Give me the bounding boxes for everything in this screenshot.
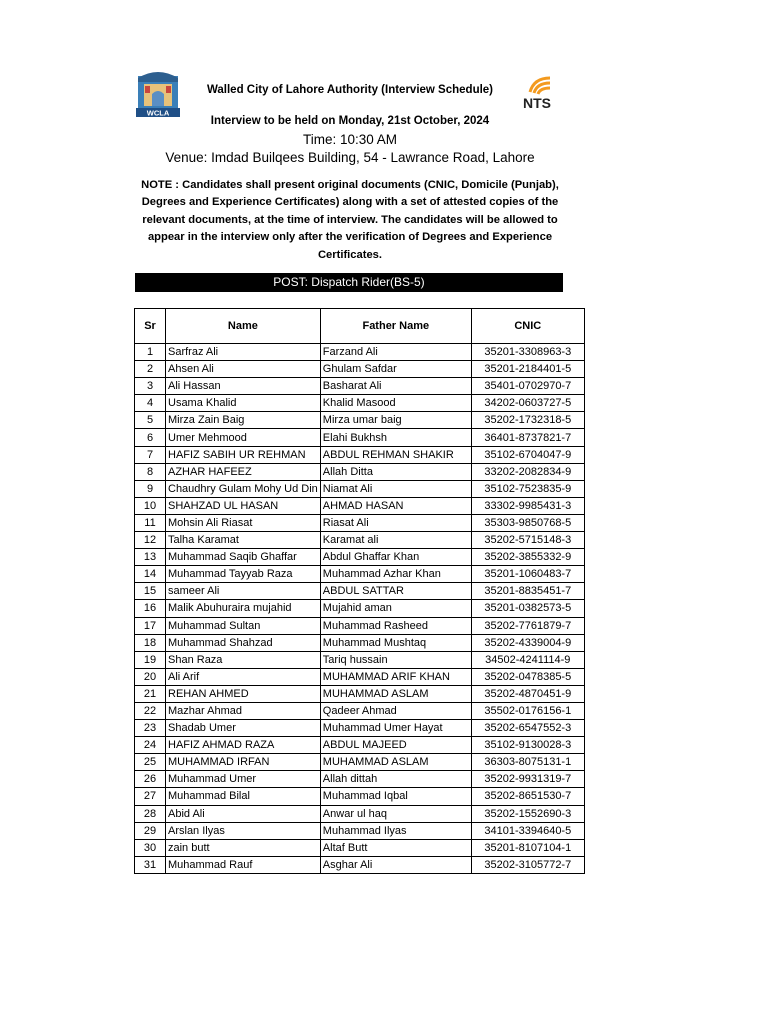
table-row [135,720,585,737]
cell-father-name: Mujahid aman [320,600,471,617]
table-row [135,856,585,873]
cell-sr: 7 [135,446,166,463]
table-row [135,634,585,651]
post-banner: POST: Dispatch Rider(BS-5) [135,273,563,292]
cell-cnic: 35303-9850768-5 [471,514,584,531]
cell-cnic: 35202-3855332-9 [471,549,584,566]
table-row [135,685,585,702]
cell-father-name: AHMAD HASAN [320,497,471,514]
cell-cnic: 35202-1552690-3 [471,805,584,822]
cell-father-name: Niamat Ali [320,480,471,497]
cell-father-name: Tariq hussain [320,651,471,668]
table-row [135,480,585,497]
cell-cnic: 35202-9931319-7 [471,771,584,788]
cell-cnic: 35502-0176156-1 [471,702,584,719]
cell-father-name: MUHAMMAD ASLAM [320,685,471,702]
cell-cnic: 34202-0603727-5 [471,395,584,412]
cell-sr: 21 [135,685,166,702]
cell-cnic: 35401-0702970-7 [471,378,584,395]
cell-father-name: Altaf Butt [320,839,471,856]
cell-cnic: 35201-8835451-7 [471,583,584,600]
cell-name: Ahsen Ali [166,361,321,378]
cell-cnic: 35202-6547552-3 [471,720,584,737]
cell-father-name: ABDUL REHMAN SHAKIR [320,446,471,463]
cell-sr: 4 [135,395,166,412]
cell-cnic: 35202-4870451-9 [471,685,584,702]
cell-name: Shadab Umer [166,720,321,737]
cell-name: Umer Mehmood [166,429,321,446]
cell-sr: 9 [135,480,166,497]
note-paragraph: NOTE : Candidates shall present original documents (CNIC, Domicile (Punjab), Degrees and Experience Certificates) along with a set of attested copies of the relevant documents, at the time of interview. The candidates will be allowed to appear in the interview only after the verification of Degrees and Experience Certificates. [141,179,559,261]
table-row [135,702,585,719]
cell-sr: 3 [135,378,166,395]
cell-father-name: MUHAMMAD ARIF KHAN [320,668,471,685]
table-row [135,463,585,480]
cell-sr: 23 [135,720,166,737]
cell-name: Muhammad Saqib Ghaffar [166,549,321,566]
cell-sr: 20 [135,668,166,685]
cell-name: Ali Hassan [166,378,321,395]
cell-name: MUHAMMAD IRFAN [166,754,321,771]
cell-name: Muhammad Shahzad [166,634,321,651]
cell-name: zain butt [166,839,321,856]
cell-cnic: 35102-9130028-3 [471,737,584,754]
cell-cnic: 35202-0478385-5 [471,668,584,685]
cell-name: Malik Abuhuraira mujahid [166,600,321,617]
header-father-name: Father Name [320,309,471,344]
cell-name: Ali Arif [166,668,321,685]
cell-name: AZHAR HAFEEZ [166,463,321,480]
cell-name: HAFIZ AHMAD RAZA [166,737,321,754]
cell-cnic: 35202-4339004-9 [471,634,584,651]
table-row [135,429,585,446]
interview-time: Time: 10:30 AM [302,132,398,147]
table-row [135,668,585,685]
cell-name: SHAHZAD UL HASAN [166,497,321,514]
table-row [135,344,585,361]
cell-sr: 31 [135,856,166,873]
table-row [135,497,585,514]
table-row [135,754,585,771]
cell-sr: 22 [135,702,166,719]
cell-father-name: Muhammad Azhar Khan [320,566,471,583]
table-row [135,532,585,549]
document-title: Walled City of Lahore Authority (Interview Schedule) [206,84,494,96]
cell-cnic: 35102-6704047-9 [471,446,584,463]
cell-name: Usama Khalid [166,395,321,412]
cell-cnic: 34502-4241114-9 [471,651,584,668]
cell-cnic: 35202-5715148-3 [471,532,584,549]
cell-sr: 25 [135,754,166,771]
cell-father-name: Muhammad Ilyas [320,822,471,839]
cell-father-name: Riasat Ali [320,514,471,531]
cell-father-name: Mirza umar baig [320,412,471,429]
table-row [135,771,585,788]
cell-cnic: 35102-7523835-9 [471,480,584,497]
cell-sr: 14 [135,566,166,583]
header-name: Name [166,309,321,344]
cell-sr: 12 [135,532,166,549]
cell-cnic: 35201-3308963-3 [471,344,584,361]
cell-name: Mirza Zain Baig [166,412,321,429]
cell-father-name: Allah Ditta [320,463,471,480]
cell-father-name: Muhammad Iqbal [320,788,471,805]
cell-father-name: Khalid Masood [320,395,471,412]
cell-cnic: 35202-3105772-7 [471,856,584,873]
cell-cnic: 35202-8651530-7 [471,788,584,805]
cell-cnic: 36303-8075131-1 [471,754,584,771]
cell-father-name: Muhammad Umer Hayat [320,720,471,737]
table-row [135,395,585,412]
cell-sr: 19 [135,651,166,668]
table-row [135,566,585,583]
table-row [135,514,585,531]
cell-father-name: Basharat Ali [320,378,471,395]
cell-name: Arslan Ilyas [166,822,321,839]
cell-name: Muhammad Rauf [166,856,321,873]
cell-cnic: 35201-0382573-5 [471,600,584,617]
header-sr: Sr [135,309,166,344]
cell-sr: 2 [135,361,166,378]
cell-father-name: Karamat ali [320,532,471,549]
cell-father-name: Muhammad Mushtaq [320,634,471,651]
cell-cnic: 35202-1732318-5 [471,412,584,429]
cell-name: Talha Karamat [166,532,321,549]
cell-sr: 17 [135,617,166,634]
cell-father-name: Elahi Bukhsh [320,429,471,446]
cell-name: Muhammad Bilal [166,788,321,805]
cell-name: Muhammad Tayyab Raza [166,566,321,583]
table-row [135,651,585,668]
cell-sr: 6 [135,429,166,446]
cell-name: Muhammad Umer [166,771,321,788]
table-row [135,361,585,378]
cell-name: Abid Ali [166,805,321,822]
cell-sr: 28 [135,805,166,822]
interview-date: Interview to be held on Monday, 21st October, 2024 [210,115,490,127]
cell-name: Sarfraz Ali [166,344,321,361]
cell-cnic: 33302-9985431-3 [471,497,584,514]
interview-venue: Venue: Imdad Builqees Building, 54 - Lawrance Road, Lahore [165,150,535,165]
cell-father-name: Anwar ul haq [320,805,471,822]
cell-father-name: ABDUL SATTAR [320,583,471,600]
cell-cnic: 35201-1060483-7 [471,566,584,583]
wcla-logo-text: WCLA [146,108,170,118]
cell-sr: 30 [135,839,166,856]
table-row [135,805,585,822]
cell-name: Muhammad Sultan [166,617,321,634]
cell-sr: 10 [135,497,166,514]
cell-name: Shan Raza [166,651,321,668]
cell-cnic: 35202-7761879-7 [471,617,584,634]
nts-logo-text: NTS [523,95,551,111]
cell-sr: 18 [135,634,166,651]
cell-cnic: 34101-3394640-5 [471,822,584,839]
cell-father-name: Abdul Ghaffar Khan [320,549,471,566]
table-row [135,378,585,395]
cell-father-name: Farzand Ali [320,344,471,361]
table-row [135,617,585,634]
cell-sr: 24 [135,737,166,754]
cell-father-name: Asghar Ali [320,856,471,873]
table-header-row [135,309,585,344]
cell-father-name: Allah dittah [320,771,471,788]
table-row [135,600,585,617]
cell-sr: 5 [135,412,166,429]
table-row [135,737,585,754]
table-row [135,583,585,600]
cell-name: REHAN AHMED [166,685,321,702]
cell-name: Mazhar Ahmad [166,702,321,719]
cell-sr: 26 [135,771,166,788]
cell-cnic: 35201-2184401-5 [471,361,584,378]
cell-sr: 11 [135,514,166,531]
cell-sr: 8 [135,463,166,480]
cell-sr: 16 [135,600,166,617]
table-row [135,412,585,429]
cell-father-name: Ghulam Safdar [320,361,471,378]
header-cnic: CNIC [471,309,584,344]
cell-cnic: 33202-2082834-9 [471,463,584,480]
cell-father-name: Muhammad Rasheed [320,617,471,634]
table-row [135,822,585,839]
cell-cnic: 35201-8107104-1 [471,839,584,856]
candidates-table [134,308,585,874]
table-row [135,549,585,566]
cell-sr: 29 [135,822,166,839]
table-row [135,839,585,856]
table-row [135,788,585,805]
cell-name: Mohsin Ali Riasat [166,514,321,531]
table-row [135,446,585,463]
cell-cnic: 36401-8737821-7 [471,429,584,446]
cell-sr: 15 [135,583,166,600]
cell-name: HAFIZ SABIH UR REHMAN [166,446,321,463]
cell-name: sameer Ali [166,583,321,600]
cell-name: Chaudhry Gulam Mohy Ud Din [166,480,321,497]
cell-sr: 27 [135,788,166,805]
cell-sr: 1 [135,344,166,361]
cell-father-name: ABDUL MAJEED [320,737,471,754]
cell-sr: 13 [135,549,166,566]
cell-father-name: MUHAMMAD ASLAM [320,754,471,771]
cell-father-name: Qadeer Ahmad [320,702,471,719]
